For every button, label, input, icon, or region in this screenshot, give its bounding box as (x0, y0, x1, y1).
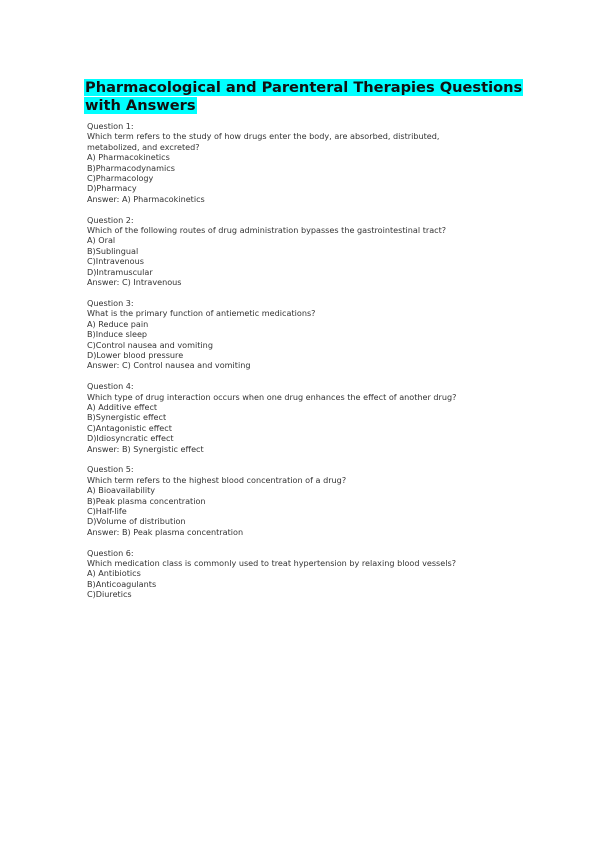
question-text: Which medication class is commonly used to treat hypertension by relaxing blood vessels? (87, 557, 457, 568)
answer-text: Answer: A) Pharmacokinetics (87, 193, 205, 204)
question-text: Which of the following routes of drug administration bypasses the gastrointestinal tract? (87, 225, 447, 236)
document-title-text: Pharmacological and Parenteral Therapies Questions with Answers (85, 79, 523, 114)
option-d: D)Volume of distribution (87, 516, 186, 527)
question-label: Question 5: (87, 464, 134, 475)
option-a: A) Bioavailability (87, 485, 156, 496)
question-label: Question 4: (87, 381, 134, 392)
question-text: Which term refers to the study of how drugs enter the body, are absorbed, distributed, metabolized, and excreted? (87, 131, 440, 152)
option-b: B)Sublingual (87, 245, 139, 256)
question-2 (87, 215, 487, 288)
document-title (84, 79, 544, 115)
question-text: Which type of drug interaction occurs when one drug enhances the effect of another drug? (87, 391, 457, 402)
option-d: D)Lower blood pressure (87, 349, 184, 360)
option-b: B)Pharmacodynamics (87, 162, 175, 173)
answer-text: Answer: C) Control nausea and vomiting (87, 360, 251, 371)
option-c: C)Control nausea and vomiting (87, 339, 213, 350)
question-label: Question 3: (87, 297, 134, 308)
option-b: B)Anticoagulants (87, 578, 157, 589)
question-6 (87, 548, 487, 600)
question-text: What is the primary function of antiemetic medications? (87, 308, 316, 319)
option-c: C)Intravenous (87, 256, 144, 267)
answer-text: Answer: B) Synergistic effect (87, 443, 204, 454)
option-a: A) Oral (87, 235, 116, 246)
option-a: A) Additive effect (87, 401, 158, 412)
option-c: C)Diuretics (87, 589, 132, 600)
option-b: B)Induce sleep (87, 329, 148, 340)
question-label: Question 1: (87, 121, 134, 131)
option-d: D)Intramuscular (87, 266, 153, 277)
question-5 (87, 464, 487, 537)
answer-text: Answer: B) Peak plasma concentration (87, 526, 244, 537)
option-c: C)Pharmacology (87, 173, 154, 184)
question-text: Which term refers to the highest blood concentration of a drug? (87, 474, 347, 485)
question-label: Question 6: (87, 547, 134, 558)
question-4 (87, 381, 487, 454)
option-a: A) Reduce pain (87, 318, 149, 329)
answer-text: Answer: C) Intravenous (87, 277, 182, 288)
option-d: D)Pharmacy (87, 183, 137, 194)
option-c: C)Antagonistic effect (87, 422, 172, 433)
option-b: B)Synergistic effect (87, 412, 167, 423)
question-label: Question 2: (87, 214, 134, 225)
option-a: A) Antibiotics (87, 568, 141, 579)
option-c: C)Half-life (87, 505, 127, 516)
question-3 (87, 298, 487, 371)
option-d: D)Idiosyncratic effect (87, 433, 174, 444)
question-1 (87, 121, 487, 204)
option-b: B)Peak plasma concentration (87, 495, 206, 506)
option-a: A) Pharmacokinetics (87, 152, 170, 163)
question-list (87, 121, 487, 610)
